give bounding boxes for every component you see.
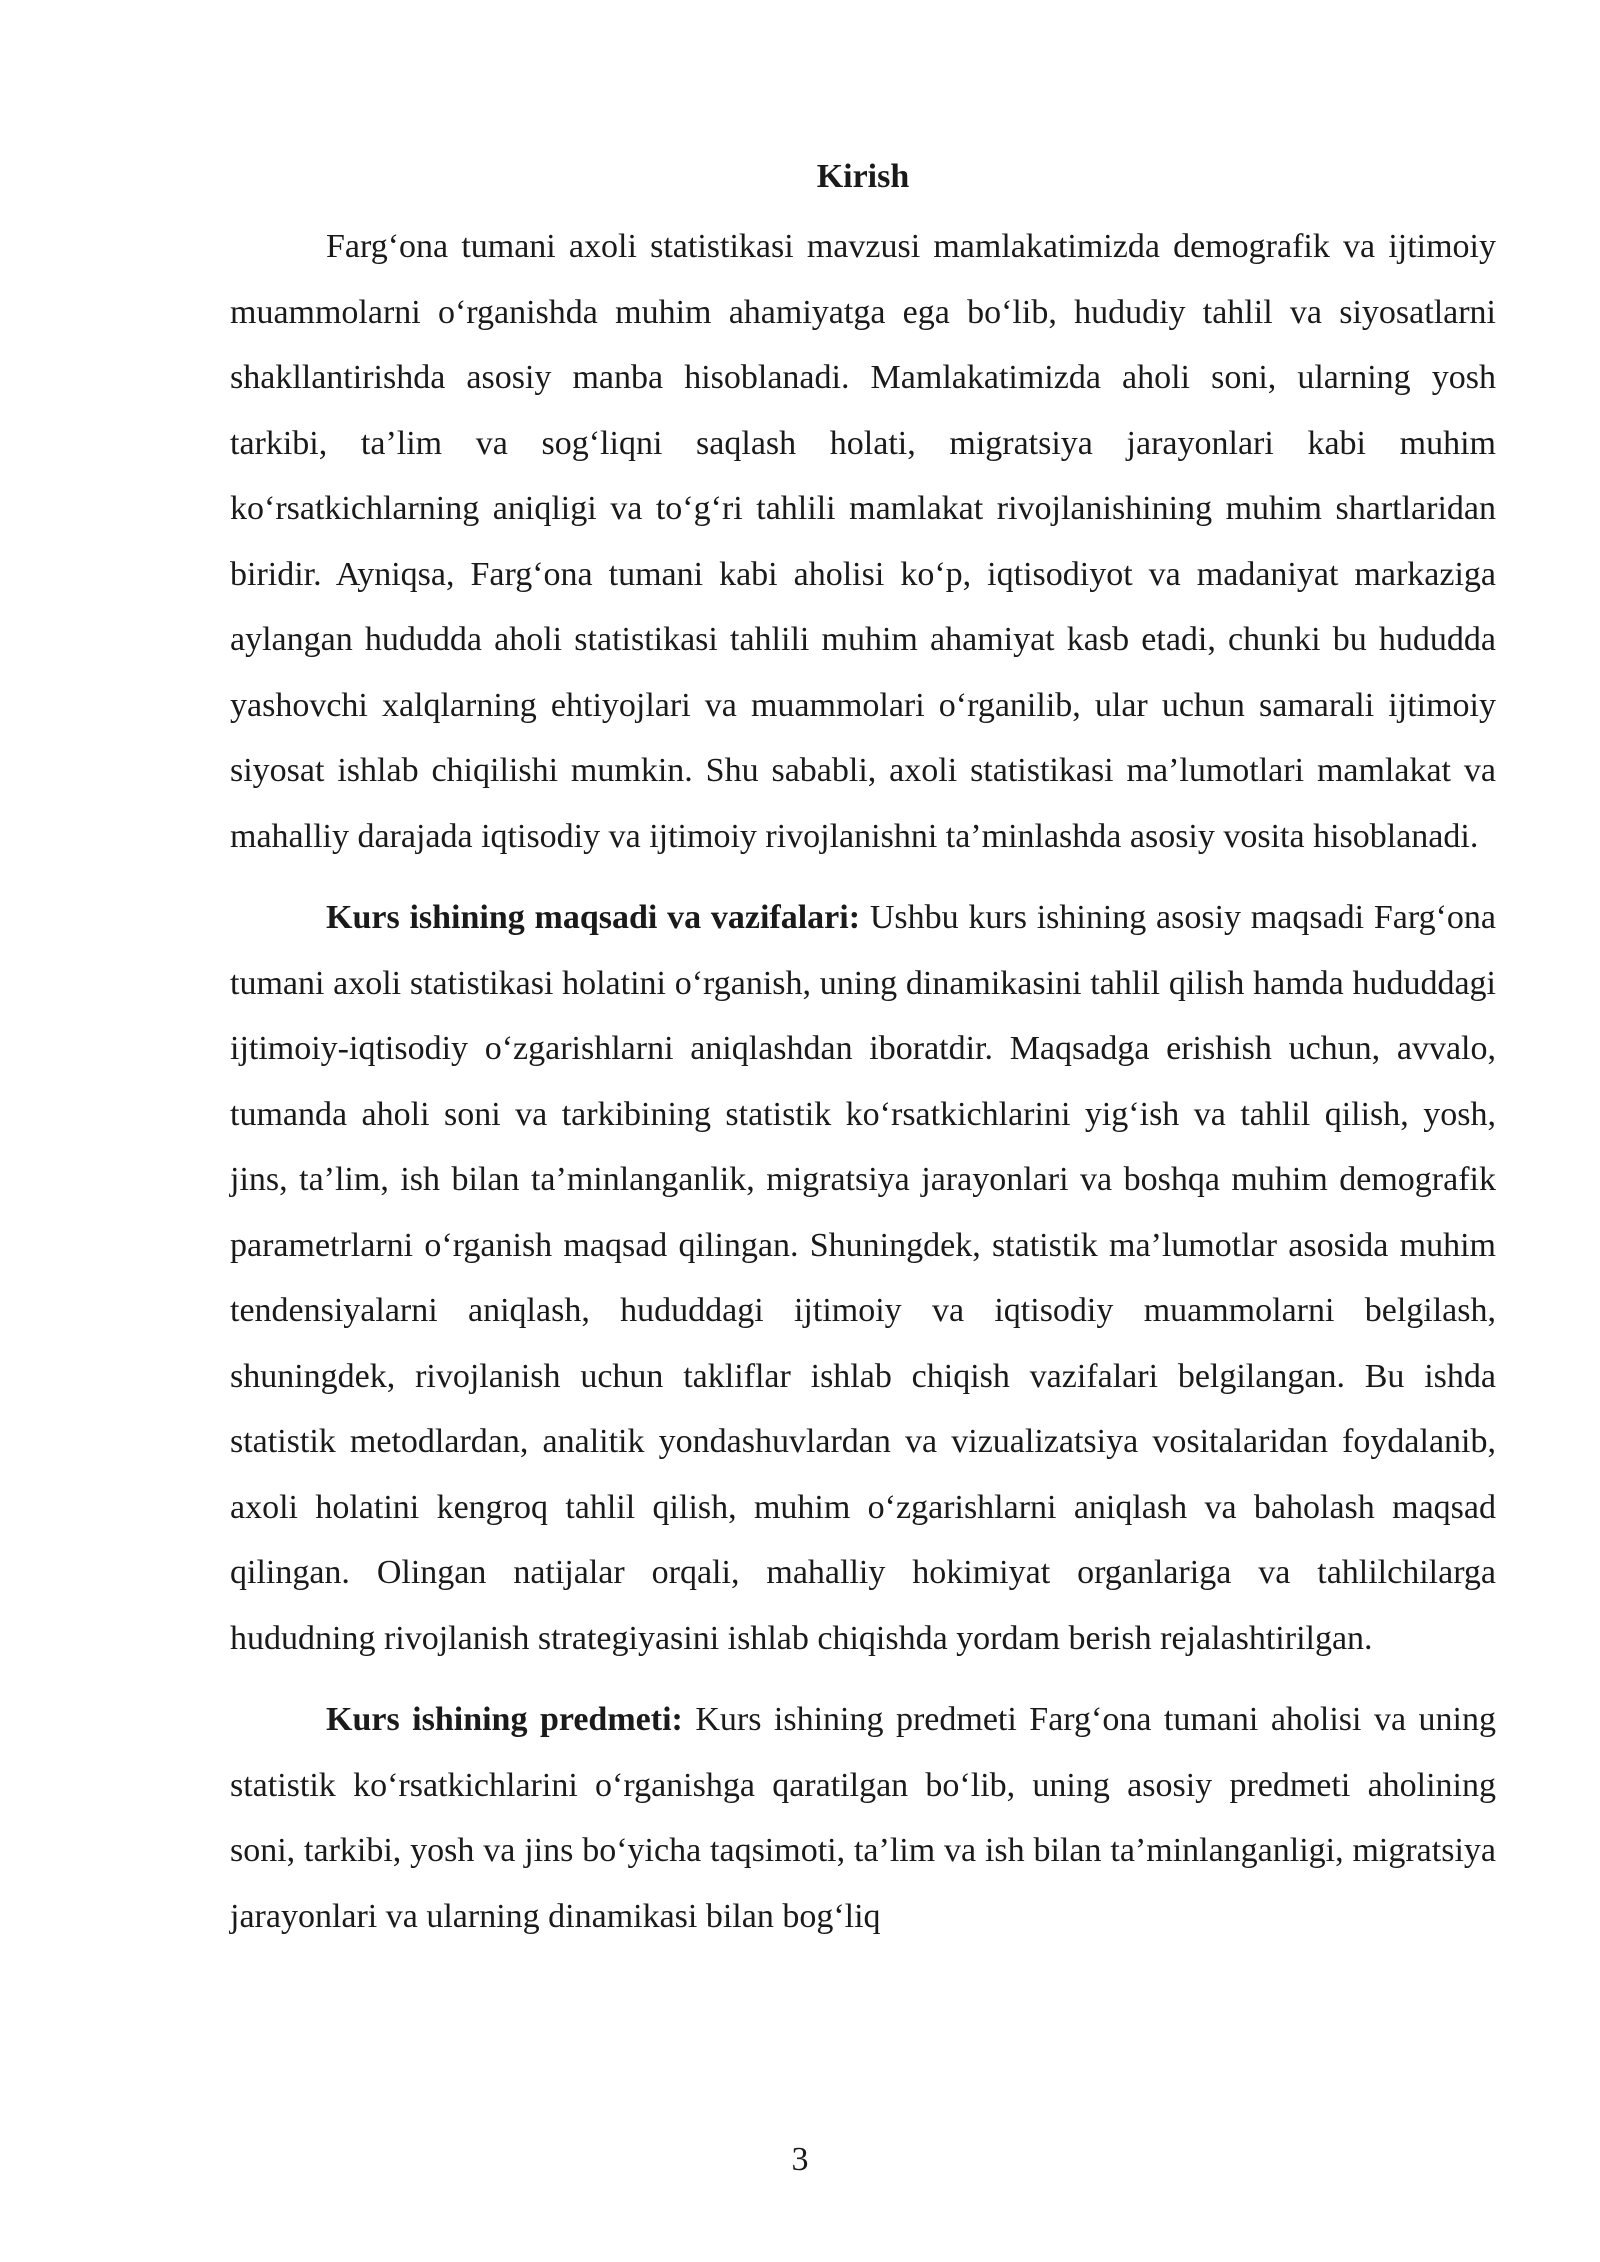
paragraph-text: Ushbu kurs ishining asosiy maqsadi Farg‘ona tumani axoli statistikasi holatini o‘rganish, uning dinamikasini tahlil qilish hamda hududdagi ijtimoiy-iqtisodiy o‘zgarishlarni aniqlashdan iboratdir. Maqsadga erishish uchun, avvalo, tumanda aholi soni va tarkibining statistik ko‘rsatkichlarini yig‘ish va tahlil qilish, yosh, jins, ta’lim, ish bilan ta’minlanganlik, migratsiya jarayonlari va boshqa muhim demografik parametrlarni o‘rganish maqsad qilingan. Shuningdek, statistik ma’lumotlar asosida muhim tendensiyalarni aniqlash, hududdagi ijtimoiy va iqtisodiy muammolarni belgilash, shuningdek, rivojlanish uchun takliflar ishlab chiqish vazifalari belgilangan. Bu ishda statistik metodlardan, analitik yondashuvlardan va vizualizatsiya vositalaridan foydalanib, axoli holatini kengroq tahlil qilish, muhim o‘zgarishlarni aniqlash va baholash maqsad qilingan. Olingan natijalar orqali, mahalliy hokimiyat organlariga va tahlilchilarga hududning rivojlanish strategiyasini ishlab chiqishda yordam berish rejalashtirilgan. [230,899,1496,1657]
section-title: Kirish [816,158,910,195]
paragraph-text: Kurs ishining predmeti Farg‘ona tumani aholisi va uning statistik ko‘rsatkichlarini o‘rganishga qaratilgan bo‘lib, uning asosiy predmeti aholining soni, tarkibi, yosh va jins bo‘yicha taqsimoti, ta’lim va ish bilan ta’minlanganligi, migratsiya jarayonlari va ularning dinamikasi bilan bog‘liq [230,1701,1496,1935]
paragraph-introduction [230,214,1496,869]
page-number: 3 [791,2141,809,2178]
paragraph-subject [230,1687,1496,1949]
document-page [230,150,1496,1949]
paragraph-text: Farg‘ona tumani axoli statistikasi mavzusi mamlakatimizda demografik va ijtimoiy muammolarni o‘rganishda muhim ahamiyatga ega bo‘lib, hududiy tahlil va siyosatlarni shakllantirishda asosiy manba hisoblanadi. Mamlakatimizda aholi soni, ularning yosh tarkibi, ta’lim va sog‘liqni saqlash holati, migratsiya jarayonlari kabi muhim ko‘rsatkichlarning aniqligi va to‘g‘ri tahlili mamlakat rivojlanishining muhim shartlaridan biridir. Ayniqsa, Farg‘ona tumani kabi aholisi ko‘p, iqtisodiyot va madaniyat markaziga aylangan hududda aholi statistikasi tahlili muhim ahamiyat kasb etadi, chunki bu hududda yashovchi xalqlarning ehtiyojlari va muammolari o‘rganilib, ular uchun samarali ijtimoiy siyosat ishlab chiqilishi mumkin. Shu sababli, axoli statistikasi ma’lumotlari mamlakat va mahalliy darajada iqtisodiy va ijtimoiy rivojlanishni ta’minlashda asosiy vosita hisoblanadi. [230,228,1496,855]
paragraph-lead: Kurs ishining predmeti: [326,1701,683,1738]
paragraph-goals [230,885,1496,1671]
paragraph-lead: Kurs ishining maqsadi va vazifalari: [326,899,861,936]
